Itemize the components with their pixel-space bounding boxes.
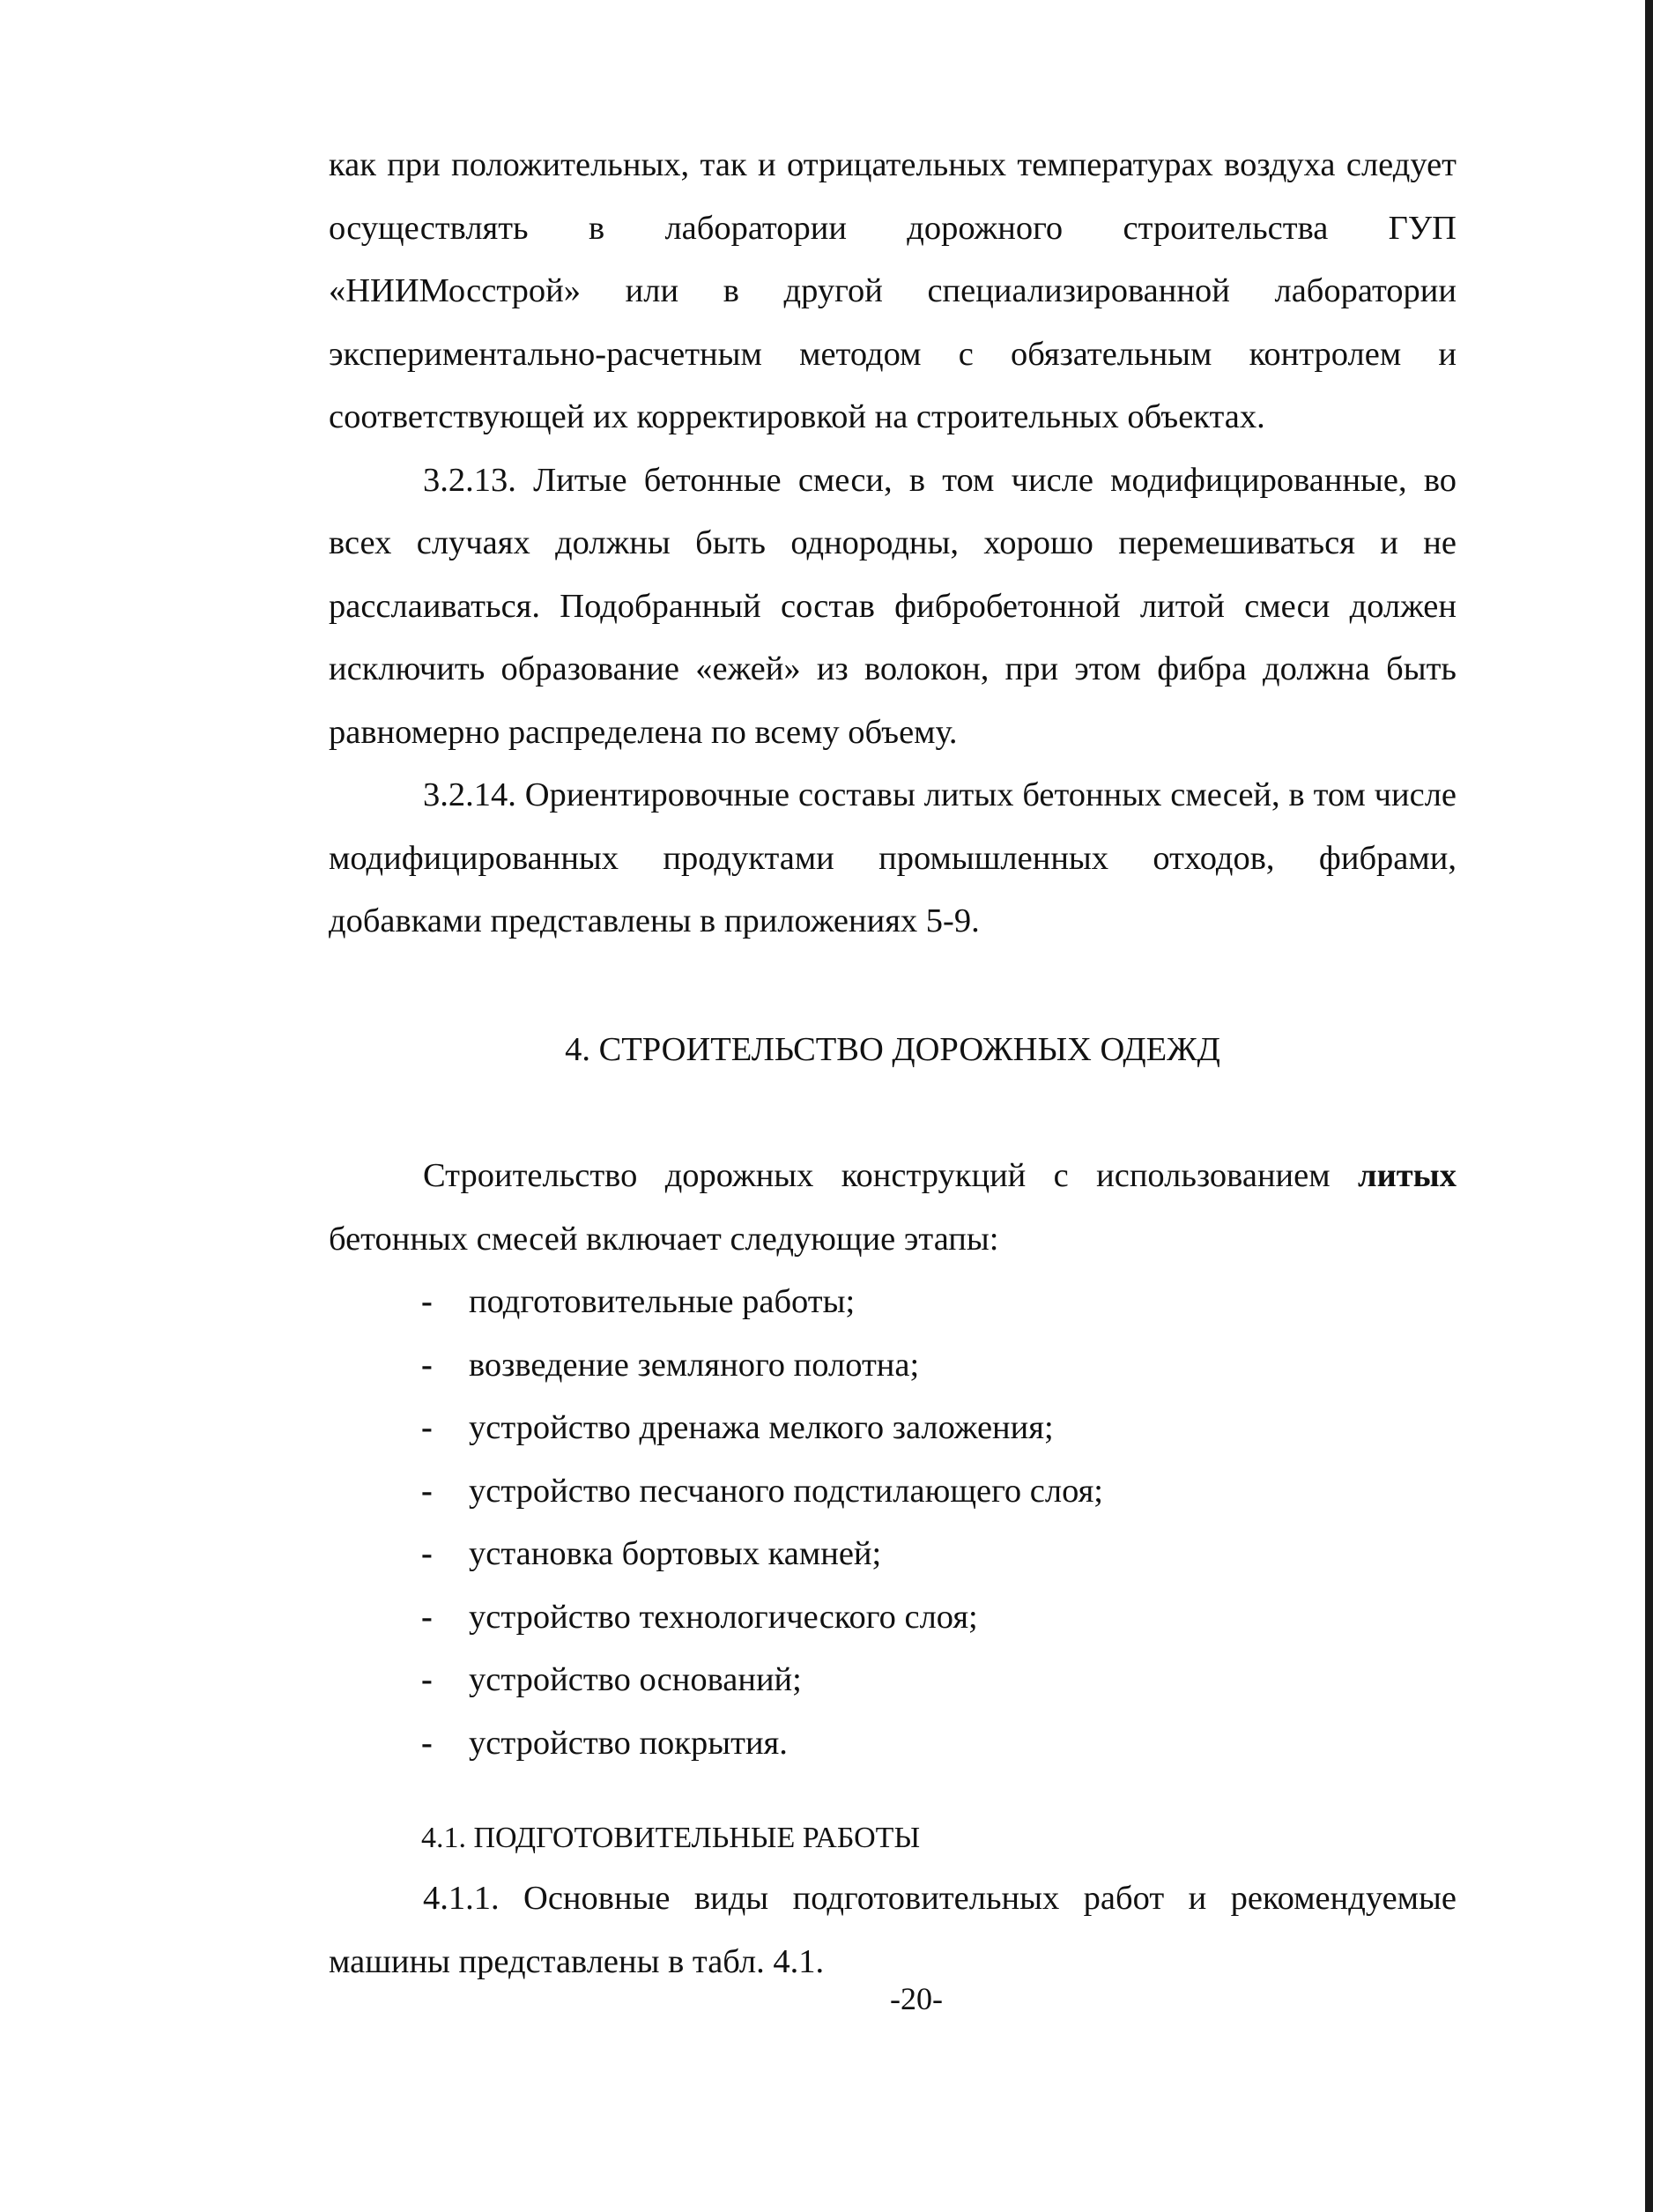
list-item (421, 1334, 1103, 1398)
paragraph-4-1-1: 4.1.1. Основные виды подготовительных работ и рекомендуемые машины представлены в табл. 4.1. (329, 1880, 1457, 1980)
list-item (421, 1523, 1103, 1586)
list-item-text: устройство технологического слоя; (469, 1598, 978, 1636)
paragraph-3-2-14: 3.2.14. Ориентировочные составы литых бетонных смесей, в том числе модифицированных продуктами промышленных отходов, фибрами, добавками представлены в приложениях 5-9. (329, 776, 1457, 939)
list-item-text: устройство покрытия. (469, 1724, 788, 1762)
list-item (421, 1271, 1103, 1334)
section-intro (329, 1145, 1457, 1271)
subsection-body (329, 1867, 1457, 1993)
paragraph-continuation: как при положительных, так и отрицательных температурах воздуха следует осуществлять в лаборатории дорожного строительства ГУП «НИИМосстрой» или в другой специализированной лаборатории экспериментально-расчетным методом с обязательным контролем и соответствующей их корректировкой на строительных объектах. (329, 146, 1457, 435)
list-item (421, 1460, 1103, 1524)
list-item (421, 1397, 1103, 1460)
dash-bullet: - (421, 1724, 433, 1762)
section-heading: 4. СТРОИТЕЛЬСТВО ДОРОЖНЫХ ОДЕЖД (565, 1031, 1220, 1068)
list-item-text: возведение земляного полотна; (469, 1346, 920, 1384)
list-item (421, 1649, 1103, 1712)
list-item (421, 1586, 1103, 1650)
list-item-text: устройство дренажа мелкого заложения; (469, 1409, 1054, 1446)
section-intro-text-b: бетонных смесей включает следующие этапы: (329, 1220, 999, 1258)
paragraph-3-2-13: 3.2.13. Литые бетонные смеси, в том числе модифицированные, во всех случаях должны быть однородны, хорошо перемешиваться и не расслаиваться. Подобранный состав фибробетонной литой смеси должен исключить образование «ежей» из волокон, при этом фибра должна быть равномерно распределена по всему объему. (329, 461, 1457, 751)
dash-bullet: - (421, 1472, 433, 1510)
dash-bullet: - (421, 1598, 433, 1636)
list-item (421, 1712, 1103, 1776)
list-item-text: устройство песчаного подстилающего слоя; (469, 1472, 1103, 1510)
scan-edge-border (1645, 0, 1653, 2212)
dash-bullet: - (421, 1661, 433, 1698)
page-number: -20- (890, 1981, 943, 2016)
section-intro-text-a: Строительство дорожных конструкций с использованием (423, 1157, 1358, 1194)
section-intro-block (329, 1145, 1457, 1271)
body-text-top (329, 134, 1457, 954)
dash-bullet: - (421, 1409, 433, 1446)
list-item-text: подготовительные работы; (469, 1283, 856, 1320)
dash-bullet: - (421, 1535, 433, 1572)
dash-bullet: - (421, 1283, 433, 1320)
subsection-heading: 4.1. ПОДГОТОВИТЕЛЬНЫЕ РАБОТЫ (421, 1822, 921, 1854)
list-item-text: устройство оснований; (469, 1661, 802, 1698)
construction-stages-list (421, 1271, 1103, 1775)
section-intro-bold: литых (1357, 1157, 1457, 1194)
dash-bullet: - (421, 1346, 433, 1384)
list-item-text: установка бортовых камней; (469, 1535, 882, 1572)
